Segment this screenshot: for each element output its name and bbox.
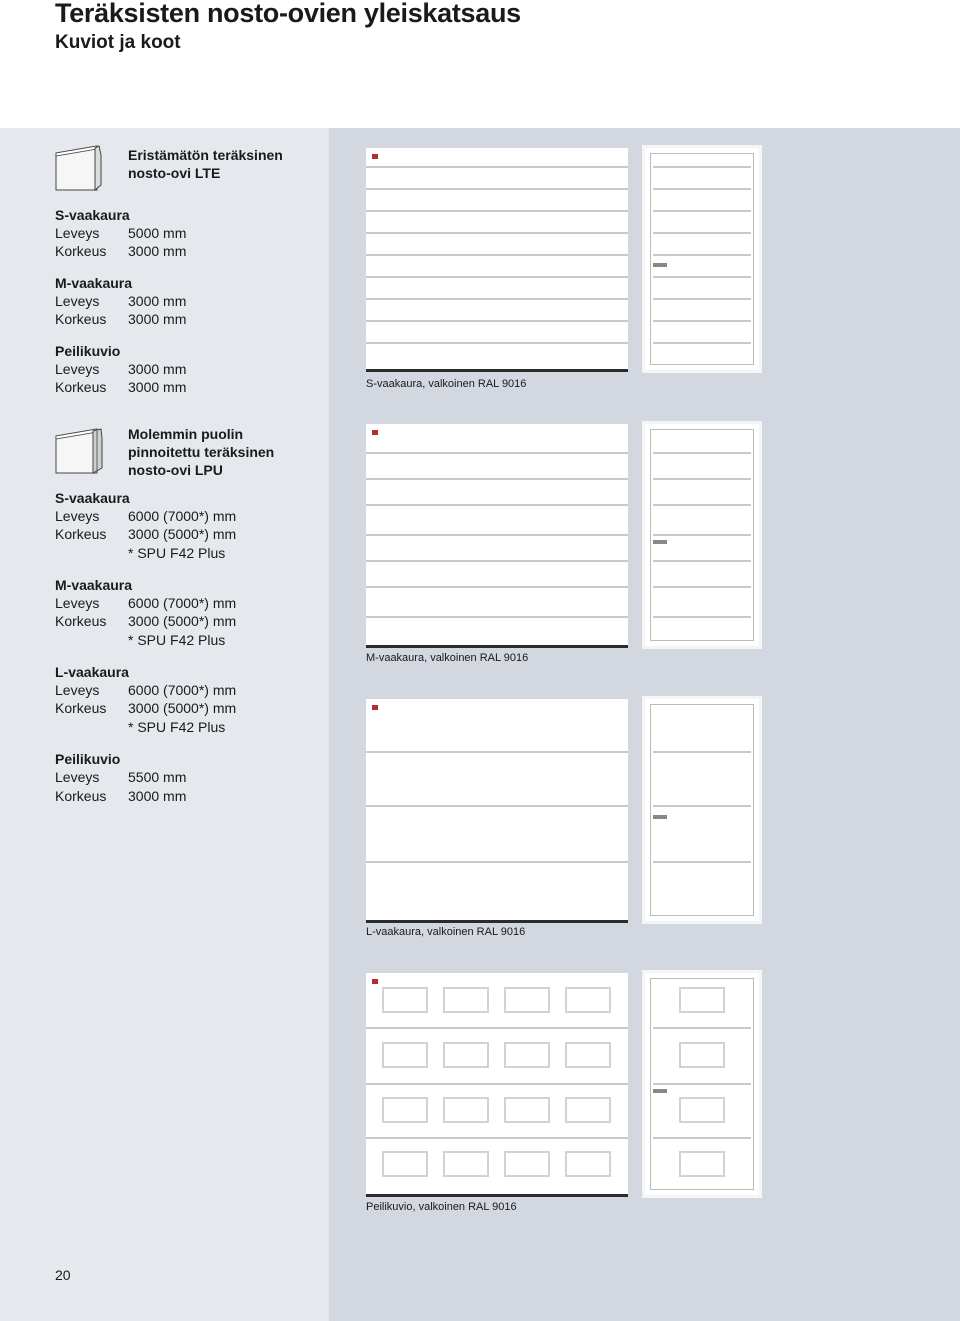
- lte-name-line2: nosto-ovi LTE: [128, 165, 221, 181]
- lock-icon: [372, 705, 378, 710]
- korkeus-value: 3000 mm: [128, 379, 187, 395]
- lpu-group-name: M-vaakaura: [55, 577, 133, 593]
- korkeus-value: 3000 mm: [128, 311, 187, 327]
- side-door-s-ribbed: [645, 148, 759, 370]
- door-handle-icon: [653, 1089, 667, 1093]
- garage-door-cassette: [366, 973, 628, 1197]
- leveys-label: Leveys: [55, 225, 100, 241]
- leveys-value: 6000 (7000*) mm: [128, 508, 237, 524]
- korkeus-label: Korkeus: [55, 700, 107, 716]
- garage-door-m-ribbed: [366, 424, 628, 648]
- korkeus-value: 3000 (5000*) mm: [128, 700, 237, 716]
- spu-note: * SPU F42 Plus: [128, 719, 226, 735]
- lock-icon: [372, 430, 378, 435]
- korkeus-value: 3000 mm: [128, 788, 187, 804]
- korkeus-label: Korkeus: [55, 526, 107, 542]
- leveys-label: Leveys: [55, 595, 100, 611]
- lte-group-name: Peilikuvio: [55, 343, 121, 359]
- page-title: Teräksisten nosto-ovien yleiskatsaus: [55, 0, 521, 28]
- door-handle-icon: [653, 540, 667, 544]
- leveys-label: Leveys: [55, 682, 100, 698]
- lpu-group-name: Peilikuvio: [55, 751, 121, 767]
- garage-door-l-ribbed: [366, 699, 628, 923]
- side-door-cassette: [645, 973, 759, 1195]
- sandwich-panel-icon: [55, 428, 105, 474]
- lpu-group-name: S-vaakaura: [55, 490, 130, 506]
- lpu-name-line1: Molemmin puolin: [128, 426, 244, 442]
- lpu-name-line3: nosto-ovi LPU: [128, 462, 223, 478]
- door-caption: Peilikuvio, valkoinen RAL 9016: [366, 1201, 517, 1213]
- leveys-label: Leveys: [55, 361, 100, 377]
- korkeus-label: Korkeus: [55, 311, 107, 327]
- korkeus-label: Korkeus: [55, 243, 107, 259]
- door-caption: M-vaakaura, valkoinen RAL 9016: [366, 652, 529, 664]
- spu-note: * SPU F42 Plus: [128, 632, 226, 648]
- korkeus-label: Korkeus: [55, 379, 107, 395]
- leveys-label: Leveys: [55, 508, 100, 524]
- korkeus-value: 3000 mm: [128, 243, 187, 259]
- door-caption: S-vaakaura, valkoinen RAL 9016: [366, 378, 527, 390]
- korkeus-value: 3000 (5000*) mm: [128, 526, 237, 542]
- side-door-l-ribbed: [645, 699, 759, 921]
- lpu-group-name: L-vaakaura: [55, 664, 129, 680]
- door-caption: L-vaakaura, valkoinen RAL 9016: [366, 926, 526, 938]
- lte-group-name: S-vaakaura: [55, 207, 130, 223]
- lock-icon: [372, 154, 378, 159]
- leveys-value: 3000 mm: [128, 361, 187, 377]
- side-door-m-ribbed: [645, 424, 759, 646]
- lte-name-line1: Eristämätön teräksinen: [128, 147, 283, 163]
- spu-note: * SPU F42 Plus: [128, 545, 226, 561]
- leveys-value: 5500 mm: [128, 769, 187, 785]
- korkeus-value: 3000 (5000*) mm: [128, 613, 237, 629]
- door-handle-icon: [653, 263, 667, 267]
- page-number: 20: [55, 1267, 71, 1283]
- garage-door-s-ribbed: [366, 148, 628, 372]
- leveys-value: 6000 (7000*) mm: [128, 682, 237, 698]
- single-panel-icon: [55, 145, 105, 191]
- lte-group-name: M-vaakaura: [55, 275, 133, 291]
- lock-icon: [372, 979, 378, 984]
- lpu-name-line2: pinnoitettu teräksinen: [128, 444, 275, 460]
- leveys-value: 5000 mm: [128, 225, 187, 241]
- leveys-value: 3000 mm: [128, 293, 187, 309]
- leveys-label: Leveys: [55, 293, 100, 309]
- leveys-label: Leveys: [55, 769, 100, 785]
- korkeus-label: Korkeus: [55, 788, 107, 804]
- korkeus-label: Korkeus: [55, 613, 107, 629]
- door-handle-icon: [653, 815, 667, 819]
- leveys-value: 6000 (7000*) mm: [128, 595, 237, 611]
- page-subtitle: Kuviot ja koot: [55, 32, 181, 53]
